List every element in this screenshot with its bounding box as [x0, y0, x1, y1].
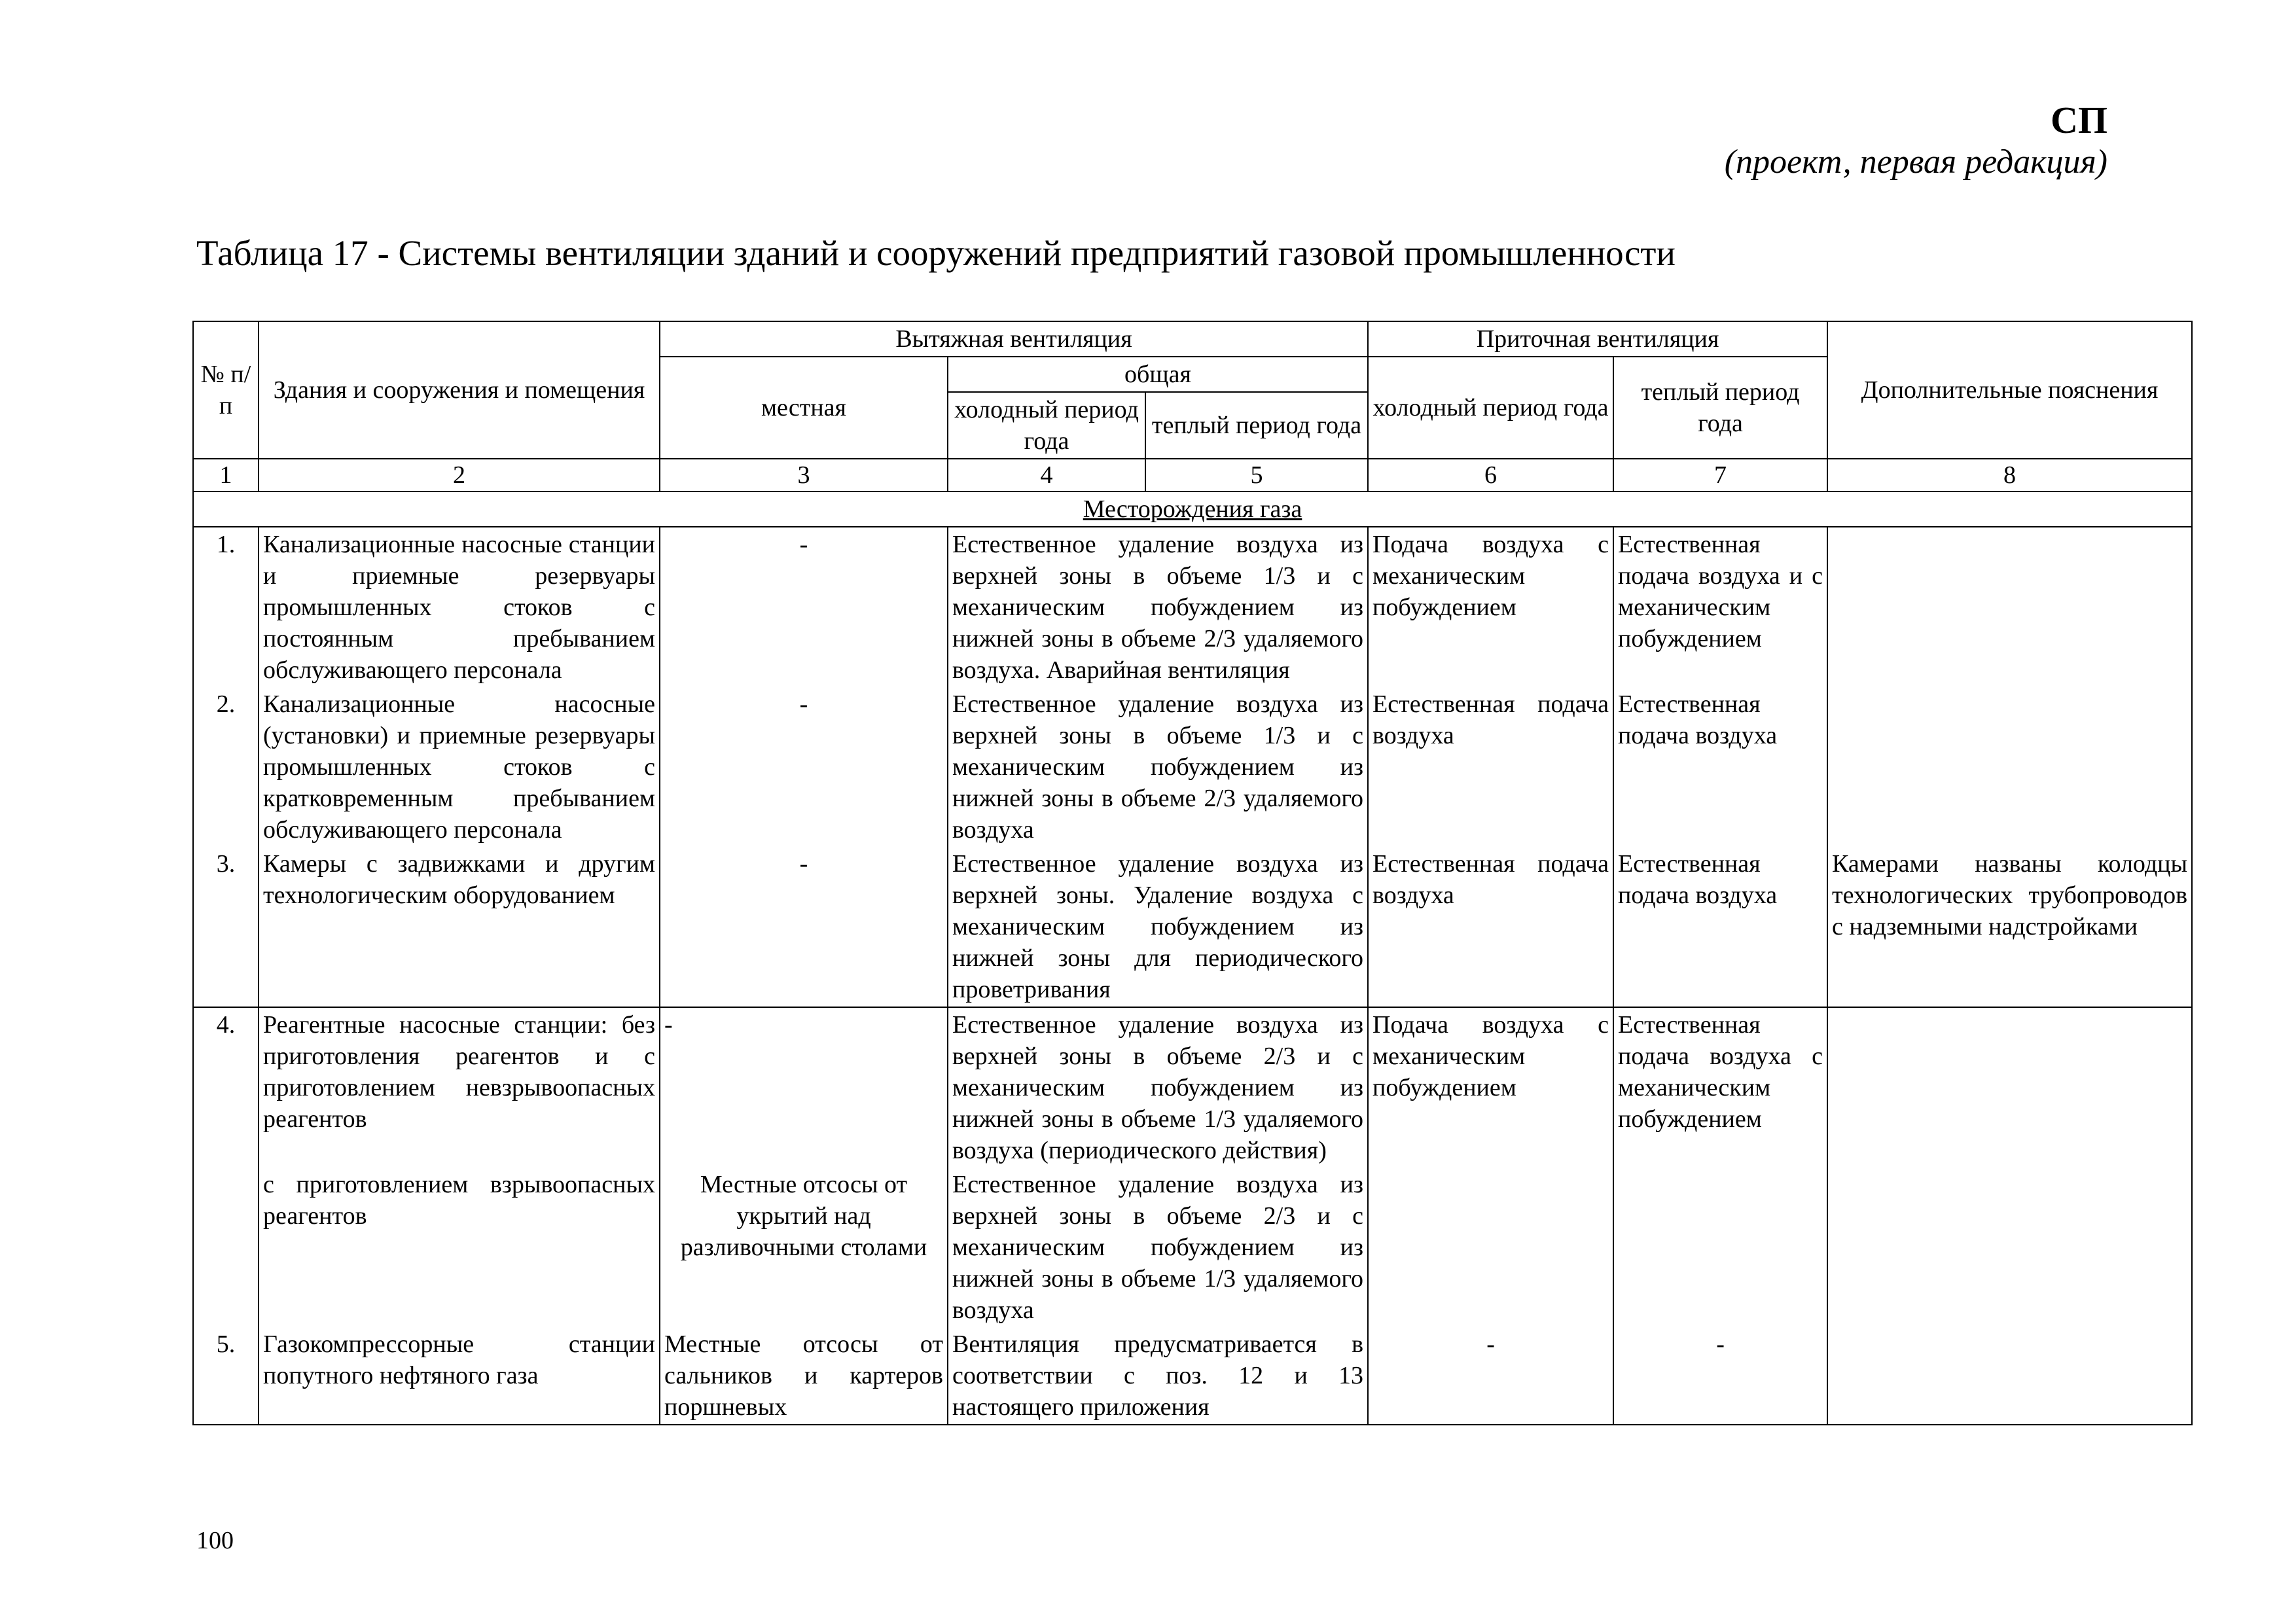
header-exhaust: Вытяжная вентиляция	[660, 321, 1368, 357]
col-number: 4	[948, 459, 1145, 491]
row-building: Канализационные насосные станции и приемные резервуары промышленных стоков с постоянным пребыванием обслуживающего персонала	[259, 527, 660, 687]
row-local: -	[660, 847, 948, 1007]
row-building: Реагентные насосные станции: без приготовления реагентов и с приготовлением невзрывоопасных реагентов	[259, 1007, 660, 1168]
header-row-1	[193, 321, 2192, 357]
table-row	[193, 1007, 2192, 1168]
row-cold-supply: Естественная подача воздуха	[1368, 687, 1613, 847]
header-supply: Приточная вентиляция	[1368, 321, 1827, 357]
col-number: 8	[1827, 459, 2192, 491]
header-cold-exhaust: холодный период года	[948, 392, 1145, 459]
col-number: 6	[1368, 459, 1613, 491]
col-number: 7	[1613, 459, 1827, 491]
row-cold-supply: Естественная подача воздуха	[1368, 847, 1613, 1007]
row-number: 4.	[193, 1007, 259, 1168]
row-warm-supply: Естественная подача воздуха	[1613, 847, 1827, 1007]
row-general: Естественное удаление воздуха из верхней зоны в объеме 1/3 и с механическим побуждением из нижней зоны в объеме 2/3 удаляемого воздуха	[948, 687, 1368, 847]
row-notes	[1827, 687, 2192, 847]
row-warm-supply: Естественная подача воздуха	[1613, 687, 1827, 847]
header-building: Здания и сооружения и помещения	[259, 321, 660, 459]
row-notes: Камерами названы колодцы технологических трубопроводов с надземными надстройками	[1827, 847, 2192, 1007]
table-row	[193, 1168, 2192, 1327]
row-general: Вентиляция предусматривается в соответствии с поз. 12 и 13 настоящего приложения	[948, 1327, 1368, 1425]
row-number: 3.	[193, 847, 259, 1007]
table-row	[193, 527, 2192, 687]
header-general: общая	[948, 357, 1368, 392]
header-notes: Дополнительные пояснения	[1827, 321, 2192, 459]
header-warm-supply: теплый период года	[1613, 357, 1827, 459]
row-warm-supply	[1613, 1168, 1827, 1327]
row-general: Естественное удаление воздуха из верхней зоны в объеме 2/3 и с механическим побуждением из нижней зоны в объеме 1/3 удаляемого воздуха (периодического действия)	[948, 1007, 1368, 1168]
row-local: Местные отсосы от укрытий над разливочными столами	[660, 1168, 948, 1327]
row-notes	[1827, 1327, 2192, 1425]
row-local: -	[660, 1007, 948, 1168]
row-building: Газокомпрессорные станции попутного нефтяного газа	[259, 1327, 660, 1425]
row-cold-supply	[1368, 1168, 1613, 1327]
col-number: 2	[259, 459, 660, 491]
row-notes	[1827, 1168, 2192, 1327]
table-row	[193, 847, 2192, 1007]
column-number-row	[193, 459, 2192, 491]
table-title: Таблица 17 - Системы вентиляции зданий и сооружений предприятий газовой промышленности	[196, 233, 1676, 273]
row-warm-supply: Естественная подача воздуха и с механическим побуждением	[1613, 527, 1827, 687]
row-cold-supply: Подача воздуха с механическим побуждением	[1368, 527, 1613, 687]
document-code: СП	[2051, 99, 2108, 141]
header-cold-supply: холодный период года	[1368, 357, 1613, 459]
row-warm-supply: -	[1613, 1327, 1827, 1425]
col-number: 5	[1145, 459, 1368, 491]
header-num: № п/п	[193, 321, 259, 459]
row-notes	[1827, 1007, 2192, 1168]
row-building: Канализационные насосные (установки) и приемные резервуары промышленных стоков с кратковременным пребыванием обслуживающего персонала	[259, 687, 660, 847]
row-cold-supply: Подача воздуха с механическим побуждением	[1368, 1007, 1613, 1168]
row-local: -	[660, 527, 948, 687]
row-number: 1.	[193, 527, 259, 687]
row-notes	[1827, 527, 2192, 687]
section-title: Месторождения газа	[1083, 495, 1302, 523]
row-building: с приготовлением взрывоопасных реагентов	[259, 1168, 660, 1327]
header-local: местная	[660, 357, 948, 459]
page-number: 100	[196, 1527, 234, 1554]
header-warm-exhaust: теплый период года	[1145, 392, 1368, 459]
row-number	[193, 1168, 259, 1327]
row-cold-supply: -	[1368, 1327, 1613, 1425]
row-general: Естественное удаление воздуха из верхней зоны в объеме 1/3 и с механическим побуждением из нижней зоны в объеме 2/3 удаляемого воздуха. Аварийная вентиляция	[948, 527, 1368, 687]
row-number: 2.	[193, 687, 259, 847]
row-number: 5.	[193, 1327, 259, 1425]
row-local: -	[660, 687, 948, 847]
row-general: Естественное удаление воздуха из верхней зоны. Удаление воздуха с механическим побуждением из нижней зоны для периодического проветривания	[948, 847, 1368, 1007]
document-subtitle: (проект, первая редакция)	[1724, 143, 2108, 181]
table-row	[193, 1327, 2192, 1425]
table-row	[193, 687, 2192, 847]
row-building: Камеры с задвижками и другим технологическим оборудованием	[259, 847, 660, 1007]
col-number: 1	[193, 459, 259, 491]
ventilation-table	[192, 321, 2193, 1425]
section-row	[193, 491, 2192, 527]
col-number: 3	[660, 459, 948, 491]
row-local: Местные отсосы от сальников и картеров поршневых	[660, 1327, 948, 1425]
row-warm-supply: Естественная подача воздуха с механическим побуждением	[1613, 1007, 1827, 1168]
row-general: Естественное удаление воздуха из верхней зоны в объеме 2/3 и с механическим побуждением из нижней зоны в объеме 1/3 удаляемого воздуха	[948, 1168, 1368, 1327]
